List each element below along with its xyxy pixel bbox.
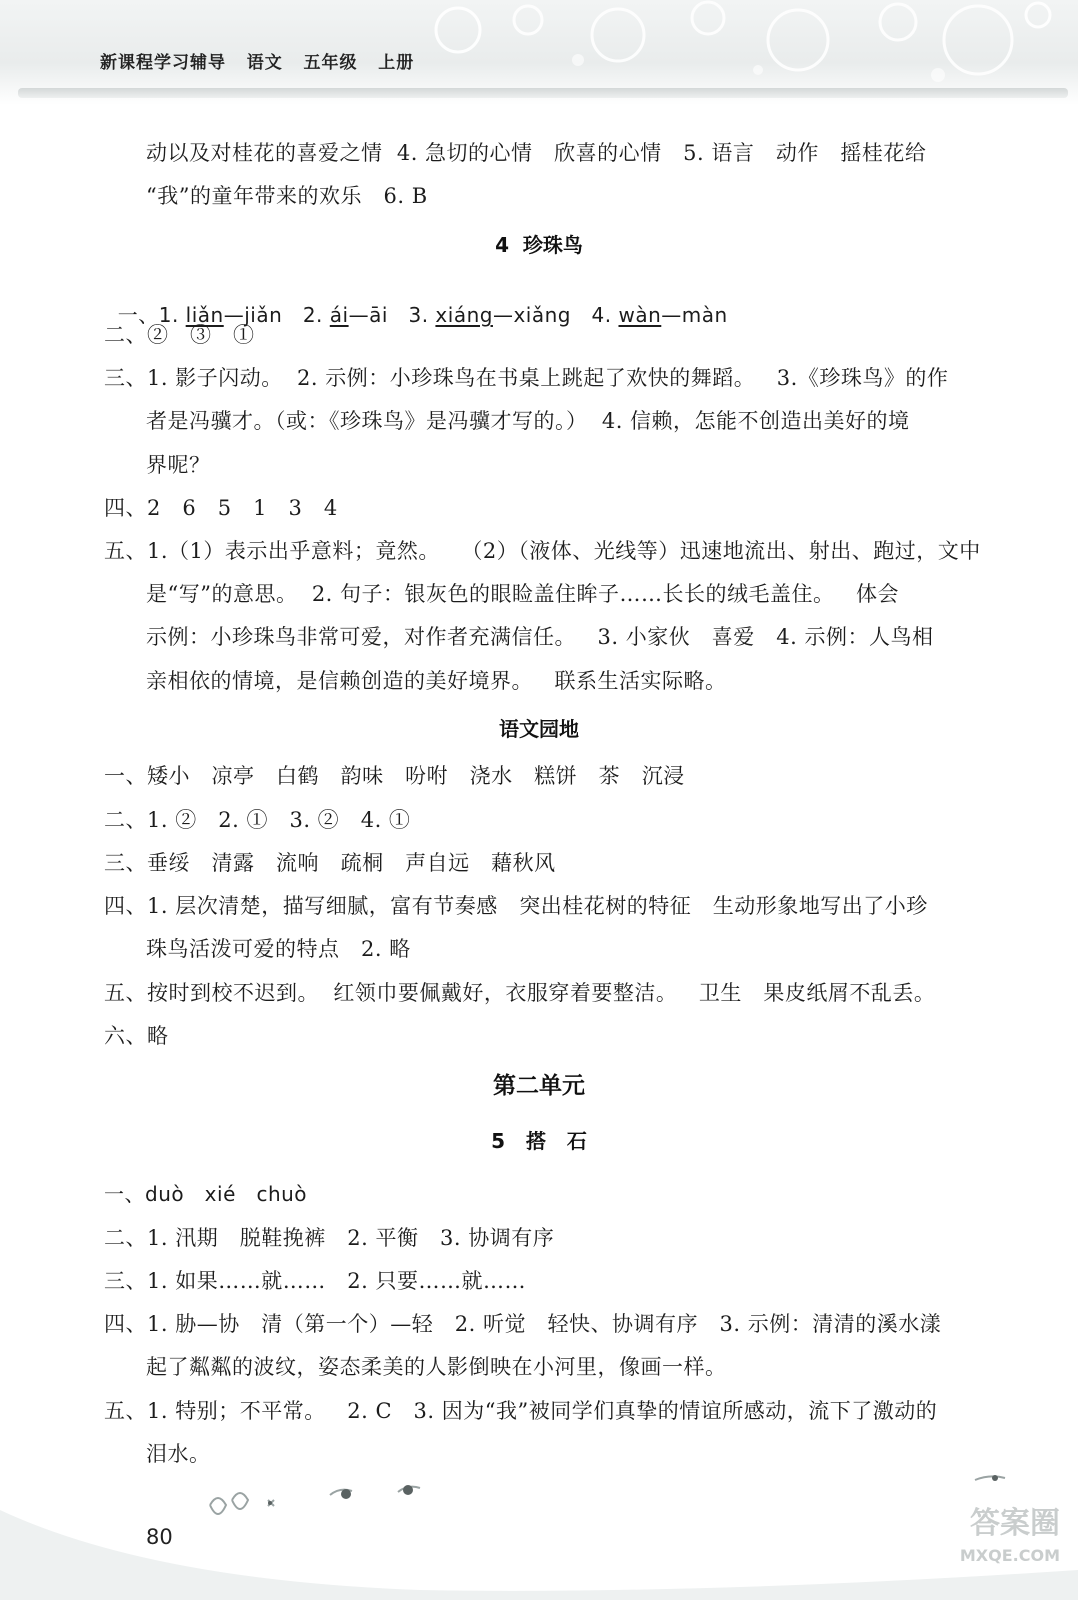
text-segment: —xiǎng 4. [492,303,619,327]
text-line: 亲相依的情境，是信赖创造的美好境界。 联系生活实际略。 [146,669,727,693]
text-line: 四、2 6 5 1 3 4 [104,496,338,520]
text-line: 五、按时到校不迟到。 红领巾要佩戴好，衣服穿着要整洁。 卫生 果皮纸屑不乱丢。 [104,981,936,1005]
underlined-pinyin: xiáng [435,303,493,327]
text-line: 是“写”的意思。 2. 句子：银灰色的眼睑盖住眸子……长长的绒毛盖住。 体会 [146,582,900,606]
text-line: 一、矮小 凉亭 白鹤 韵味 吩咐 浇水 糕饼 茶 沉浸 [104,764,685,788]
text-line: 六、略 [104,1024,169,1048]
text-line: 二、② ③ ① [104,323,255,347]
underlined-pinyin: wàn [618,303,662,327]
text-line: 三、1. 影子闪动。 2. 示例：小珍珠鸟在书桌上跳起了欢快的舞蹈。 3.《珍珠鸟》的作 [104,366,949,390]
text-line: 二、1. 汛期 脱鞋挽裤 2. 平衡 3. 协调有序 [104,1226,555,1250]
watermark-logo [940,1498,1060,1588]
header-rule [18,88,1068,98]
text-segment: —āi 3. [348,303,436,327]
text-line: 者是冯骥才。（或：《珍珠鸟》是冯骥才写的。） 4. 信赖，怎能不创造出美好的境 [146,409,910,433]
text-line: 三、垂绥 清露 流响 疏桐 声自远 藉秋风 [104,851,556,875]
text-line: 五、1. 特别；不平常。 2. C 3. 因为“我”被同学们真挚的情谊所感动，流下了激动的 [104,1399,938,1423]
text-line: 泪水。 [146,1442,211,1466]
text-line: 二、1. ② 2. ① 3. ② 4. ① [104,808,411,832]
section-heading: 4 珍珠鸟 [495,233,583,257]
text-line: 动以及对桂花的喜爱之情 4. 急切的心情 欣喜的心情 5. 语言 动作 摇桂花给 [146,141,927,165]
text-segment: —màn [661,303,728,327]
underlined-pinyin: ái [329,303,349,327]
watermark-text: 答案圈 [970,1506,1060,1541]
text-line: 珠鸟活泼可爱的特点 2. 略 [146,937,411,961]
text-line: 界呢？ [146,453,211,477]
text-segment: 一、1. [117,303,186,327]
text-line: 三、1. 如果……就…… 2. 只要……就…… [104,1269,526,1293]
underlined-pinyin: liǎn [185,303,224,327]
page-header [0,0,1078,105]
text-line: 一、duò xié chuò [104,1182,308,1206]
watermark-url: MXQE.COM [959,1546,1060,1565]
text-line: 起了粼粼的波纹，姿态柔美的人影倒映在小河里，像画一样。 [146,1355,727,1379]
unit-heading: 第二单元 [493,1073,585,1099]
page-number: 80 [146,1525,173,1549]
text-segment: —jiǎn 2. [223,303,330,327]
section-heading: 语文园地 [499,717,579,741]
text-line: 五、1.（1）表示出乎意料；竟然。 （2）（液体、光线等）迅速地流出、射出、跑过，文中 [104,539,981,563]
book-title: 新课程学习辅导 语文 五年级 上册 [100,53,415,73]
section-heading: 5 搭 石 [491,1129,587,1153]
header-decoration [378,0,1078,100]
text-line: 四、1. 胁—协 清（第一个）—轻 2. 听觉 轻快、协调有序 3. 示例：清清的溪水漾 [104,1312,942,1336]
text-line: 示例：小珍珠鸟非常可爱，对作者充满信任。 3. 小家伙 喜爱 4. 示例：人鸟相 [146,625,934,649]
text-line: 四、1. 层次清楚，描写细腻，富有节奏感 突出桂花树的特征 生动形象地写出了小珍 [104,894,928,918]
text-line: “我”的童年带来的欢乐 6. B [146,184,428,208]
